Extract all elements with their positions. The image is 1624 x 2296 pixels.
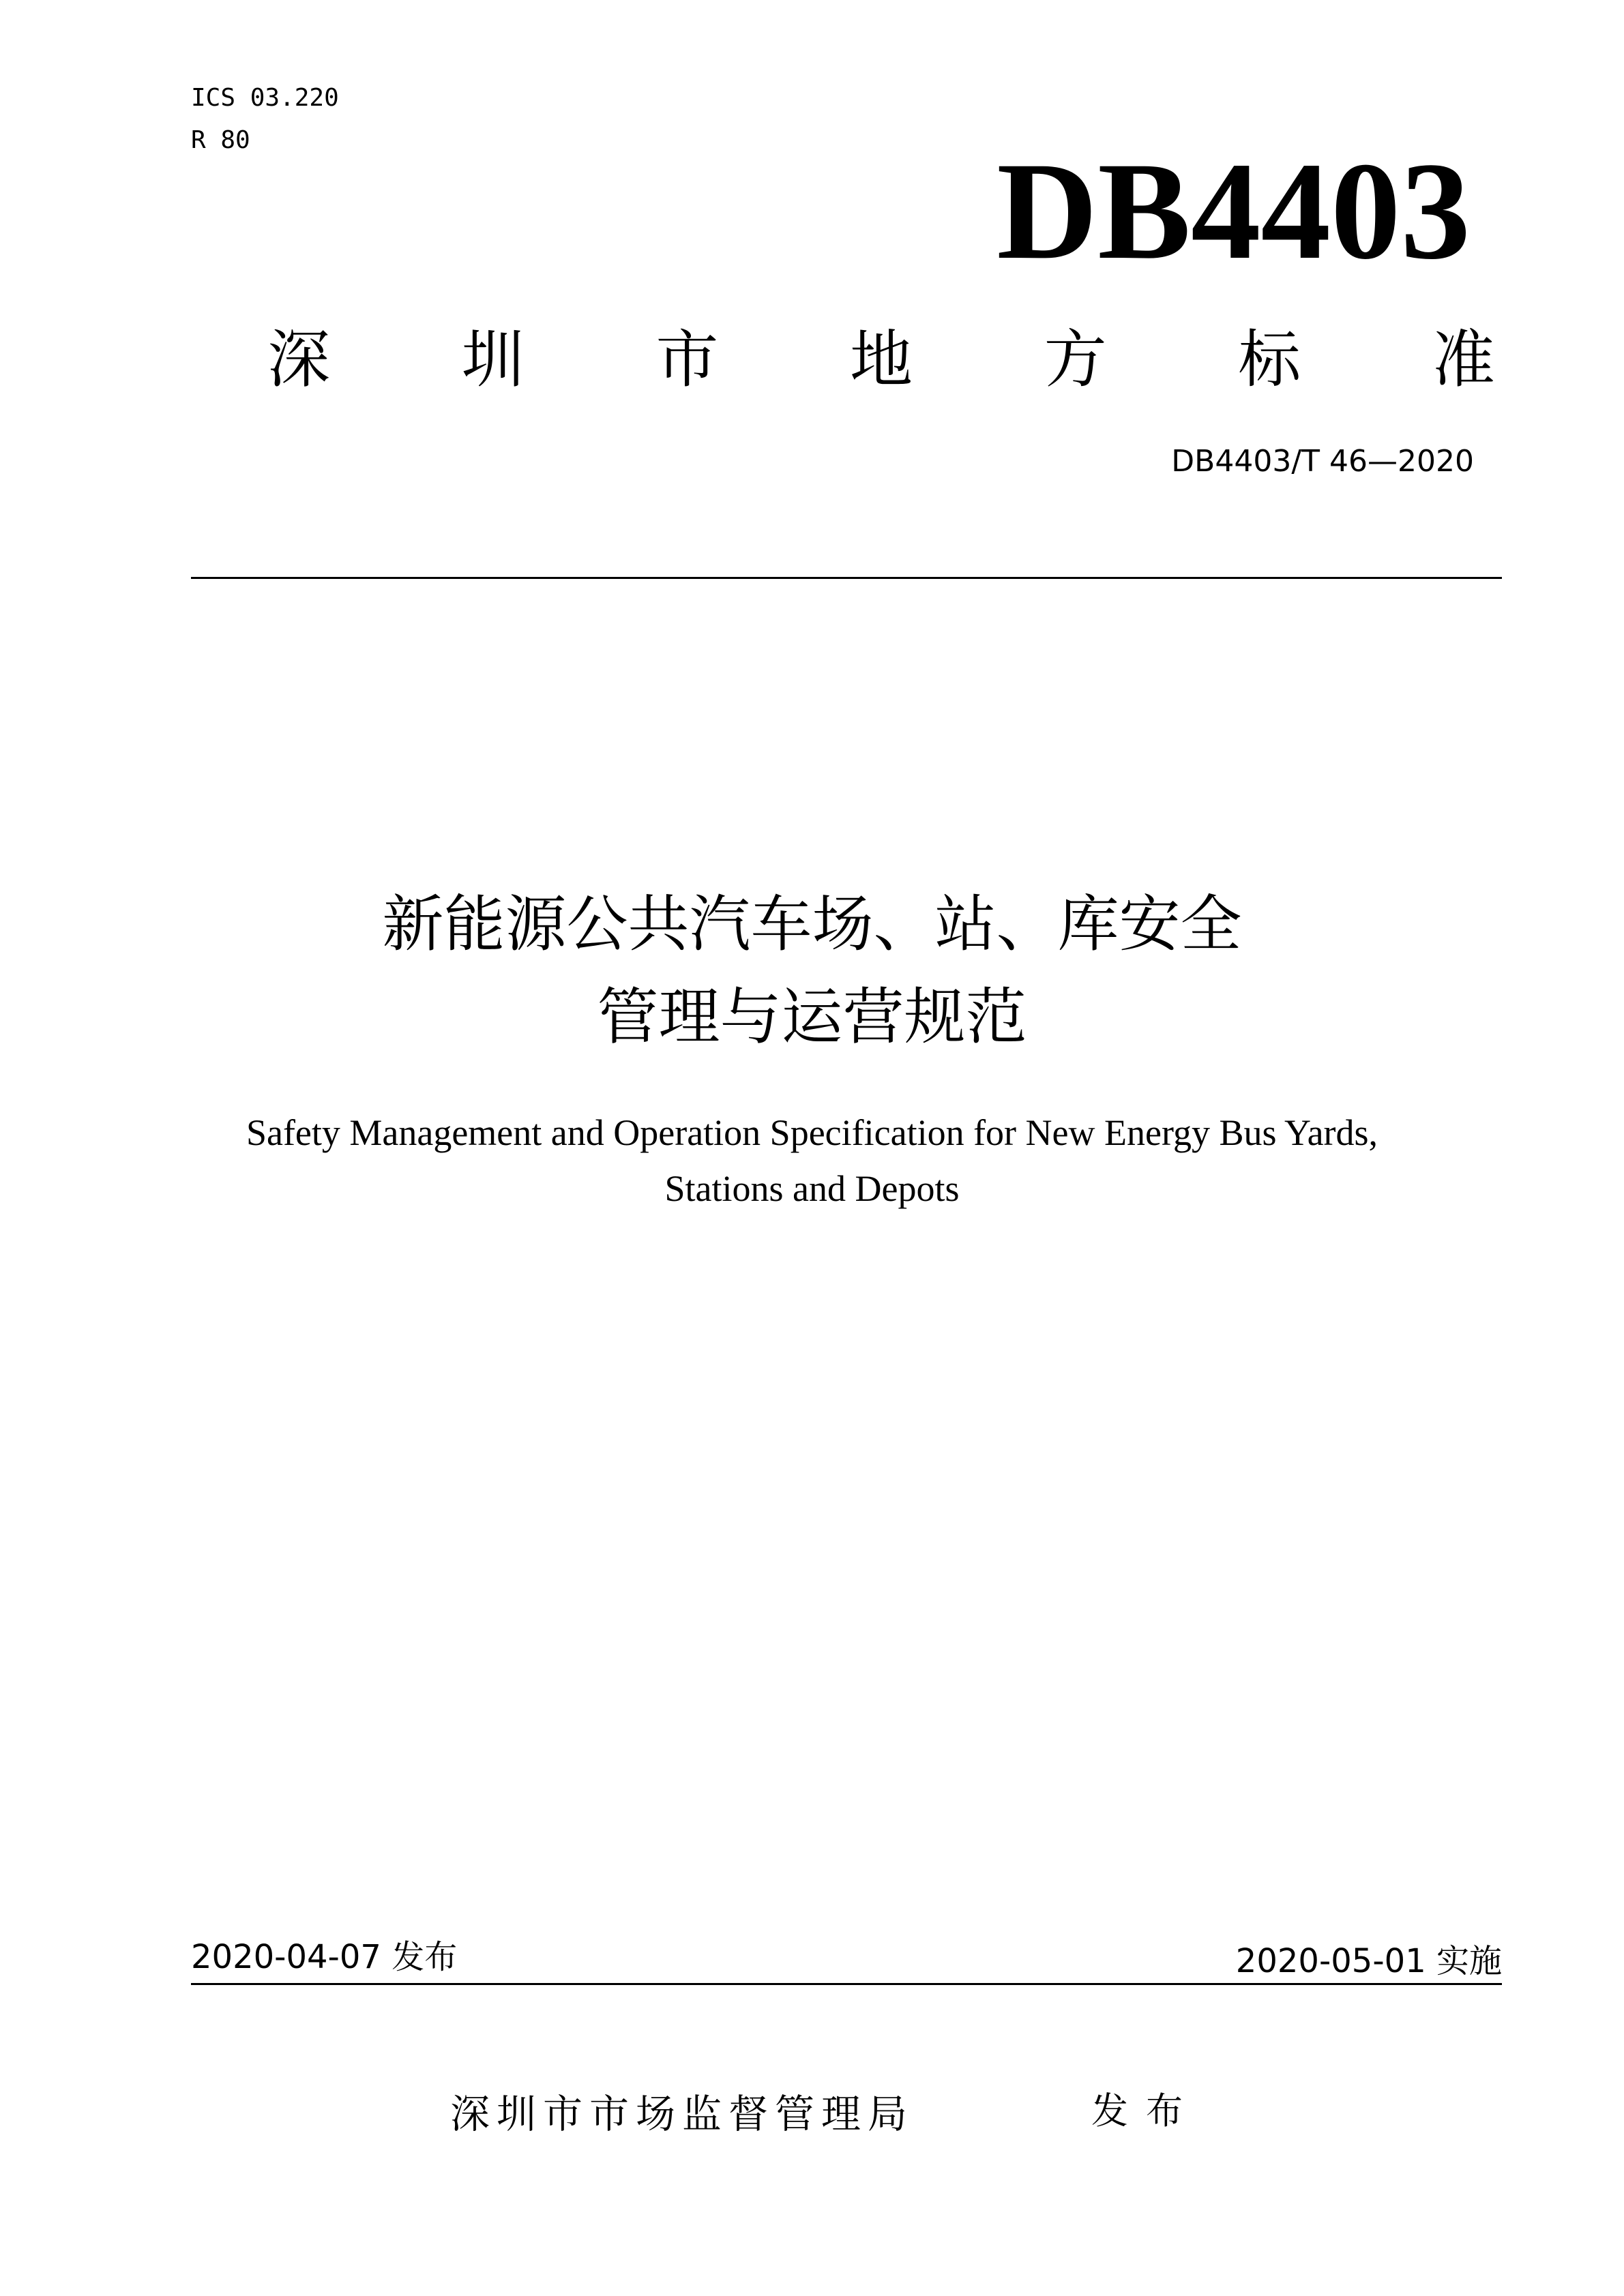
standard-number: DB4403/T 46—2020	[1171, 444, 1474, 479]
top-divider	[191, 577, 1502, 579]
chinese-title	[0, 878, 1624, 1064]
english-title-line: Safety Management and Operation Specification for New Energy Bus Yards,	[246, 1112, 1378, 1153]
standard-type-char: 市	[655, 323, 719, 396]
standard-type-char: 地	[849, 323, 913, 396]
classification-code: R 80	[191, 126, 250, 154]
issue-date: 2020-04-07 发布	[191, 1938, 458, 1976]
standard-type-char: 圳	[461, 323, 525, 396]
chinese-title-line: 新能源公共汽车场、站、库安全	[382, 889, 1242, 960]
ics-code: ICS 03.220	[191, 84, 339, 112]
implementation-date: 2020-05-01 实施	[1235, 1942, 1502, 1980]
chinese-title-line: 管理与运营规范	[597, 981, 1027, 1053]
publish-label: 发布	[1091, 2089, 1200, 2132]
english-title-line: Stations and Depots	[664, 1168, 960, 1209]
standard-type-char: 深	[267, 323, 331, 396]
standard-type-char: 准	[1432, 323, 1495, 396]
standard-code: DB4403	[996, 134, 1471, 288]
issuing-authority: 深圳市市场监督管理局	[450, 2091, 915, 2137]
bottom-divider	[191, 1983, 1502, 1985]
standard-type-char: 标	[1238, 323, 1301, 396]
standard-type	[267, 320, 1495, 396]
standard-type-char: 方	[1044, 323, 1107, 396]
english-title	[0, 1105, 1624, 1217]
